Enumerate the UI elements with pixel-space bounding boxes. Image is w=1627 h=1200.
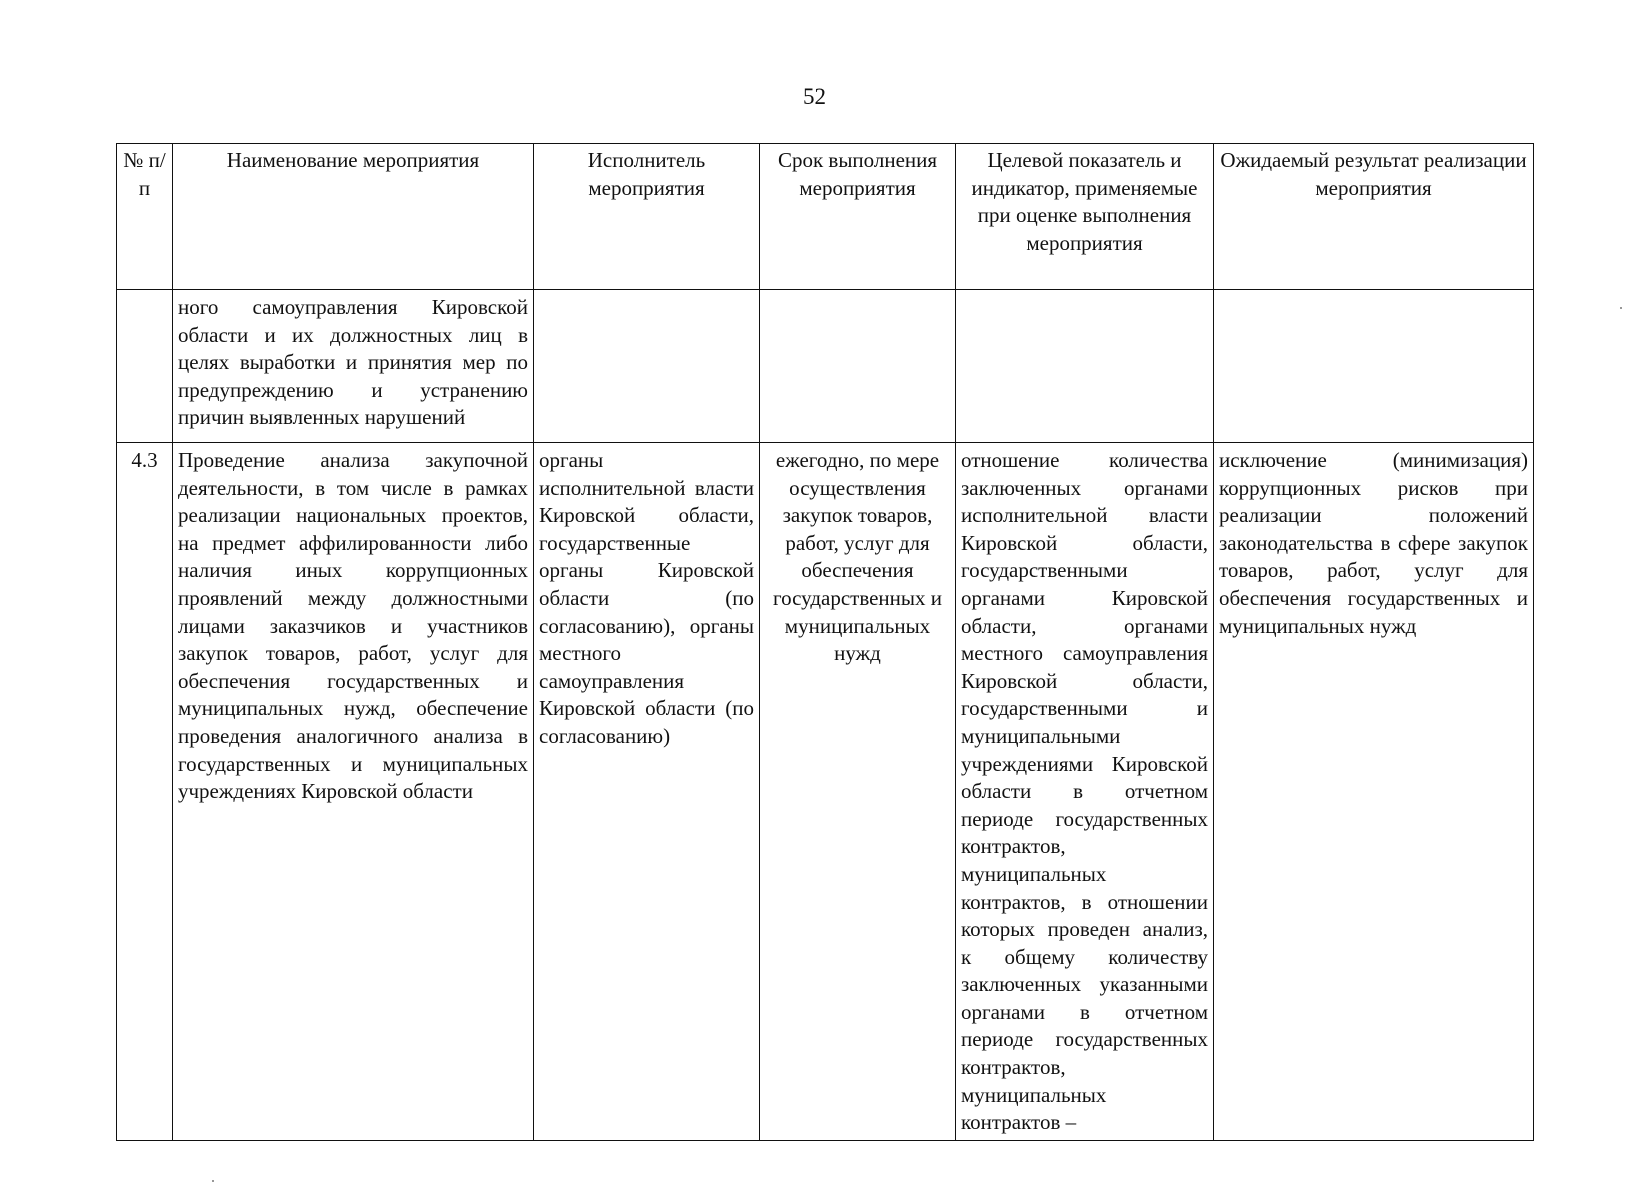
page-number: 52	[803, 84, 826, 109]
table-row	[117, 443, 1534, 1141]
header-term: Срок выполнения мероприятия	[760, 144, 956, 290]
scan-speck	[1620, 307, 1622, 309]
cell-name: ного самоуправления Кировской области и их должностных лиц в целях выработки и принятия мер по предупреждению и устранению причин выявленных нарушений	[173, 290, 534, 443]
cell-result	[1214, 290, 1534, 443]
cell-target	[956, 290, 1214, 443]
cell-name: Проведение анализа закупочной деятельности, в том числе в рамках реализации национальных проектов, на предмет аффилированности либо наличия иных коррупционных проявлений между должностными лицами заказчиков и участников закупок товаров, работ, услуг для обеспечения государственных и муниципальных нужд, обеспечение проведения аналогичного анализа в государственных и муниципальных учреждениях Кировской области	[173, 443, 534, 1141]
measures-table	[116, 143, 1534, 1141]
header-name: Наименование мероприятия	[173, 144, 534, 290]
cell-term: ежегодно, по мере осуществления закупок товаров, работ, услуг для обеспечения государственных и муниципальных нужд	[760, 443, 956, 1141]
cell-result: исключение (минимизация) коррупционных рисков при реализации положений законодательства в сфере закупок товаров, работ, услуг для обеспечения государственных и муниципальных нужд	[1214, 443, 1534, 1141]
cell-num: 4.3	[117, 443, 173, 1141]
header-row	[117, 144, 1534, 290]
table-row	[117, 290, 1534, 443]
header-target: Целевой показатель и индикатор, применяемые при оценке выполнения мероприятия	[956, 144, 1214, 290]
cell-executor: органы исполнительной власти Кировской области, государственные органы Кировской области (по согласованию), органы местного самоуправления Кировской области (по согласованию)	[534, 443, 760, 1141]
scan-speck	[212, 1180, 214, 1182]
header-num: № п/п	[117, 144, 173, 290]
cell-target: отношение количества заключенных органами исполнительной власти Кировской области, государственными органами Кировской области, органами местного самоуправления Кировской области, государственными и муниципальными учреждениями Кировской области в отчетном периоде государственных контрактов, муниципальных контрактов, в отношении которых проведен анализ, к общему количеству заключенных указанными органами в отчетном периоде государственных контрактов, муниципальных контрактов –	[956, 443, 1214, 1141]
header-result: Ожидаемый результат реализации мероприятия	[1214, 144, 1534, 290]
cell-executor	[534, 290, 760, 443]
header-executor: Исполнитель мероприятия	[534, 144, 760, 290]
cell-num	[117, 290, 173, 443]
cell-term	[760, 290, 956, 443]
